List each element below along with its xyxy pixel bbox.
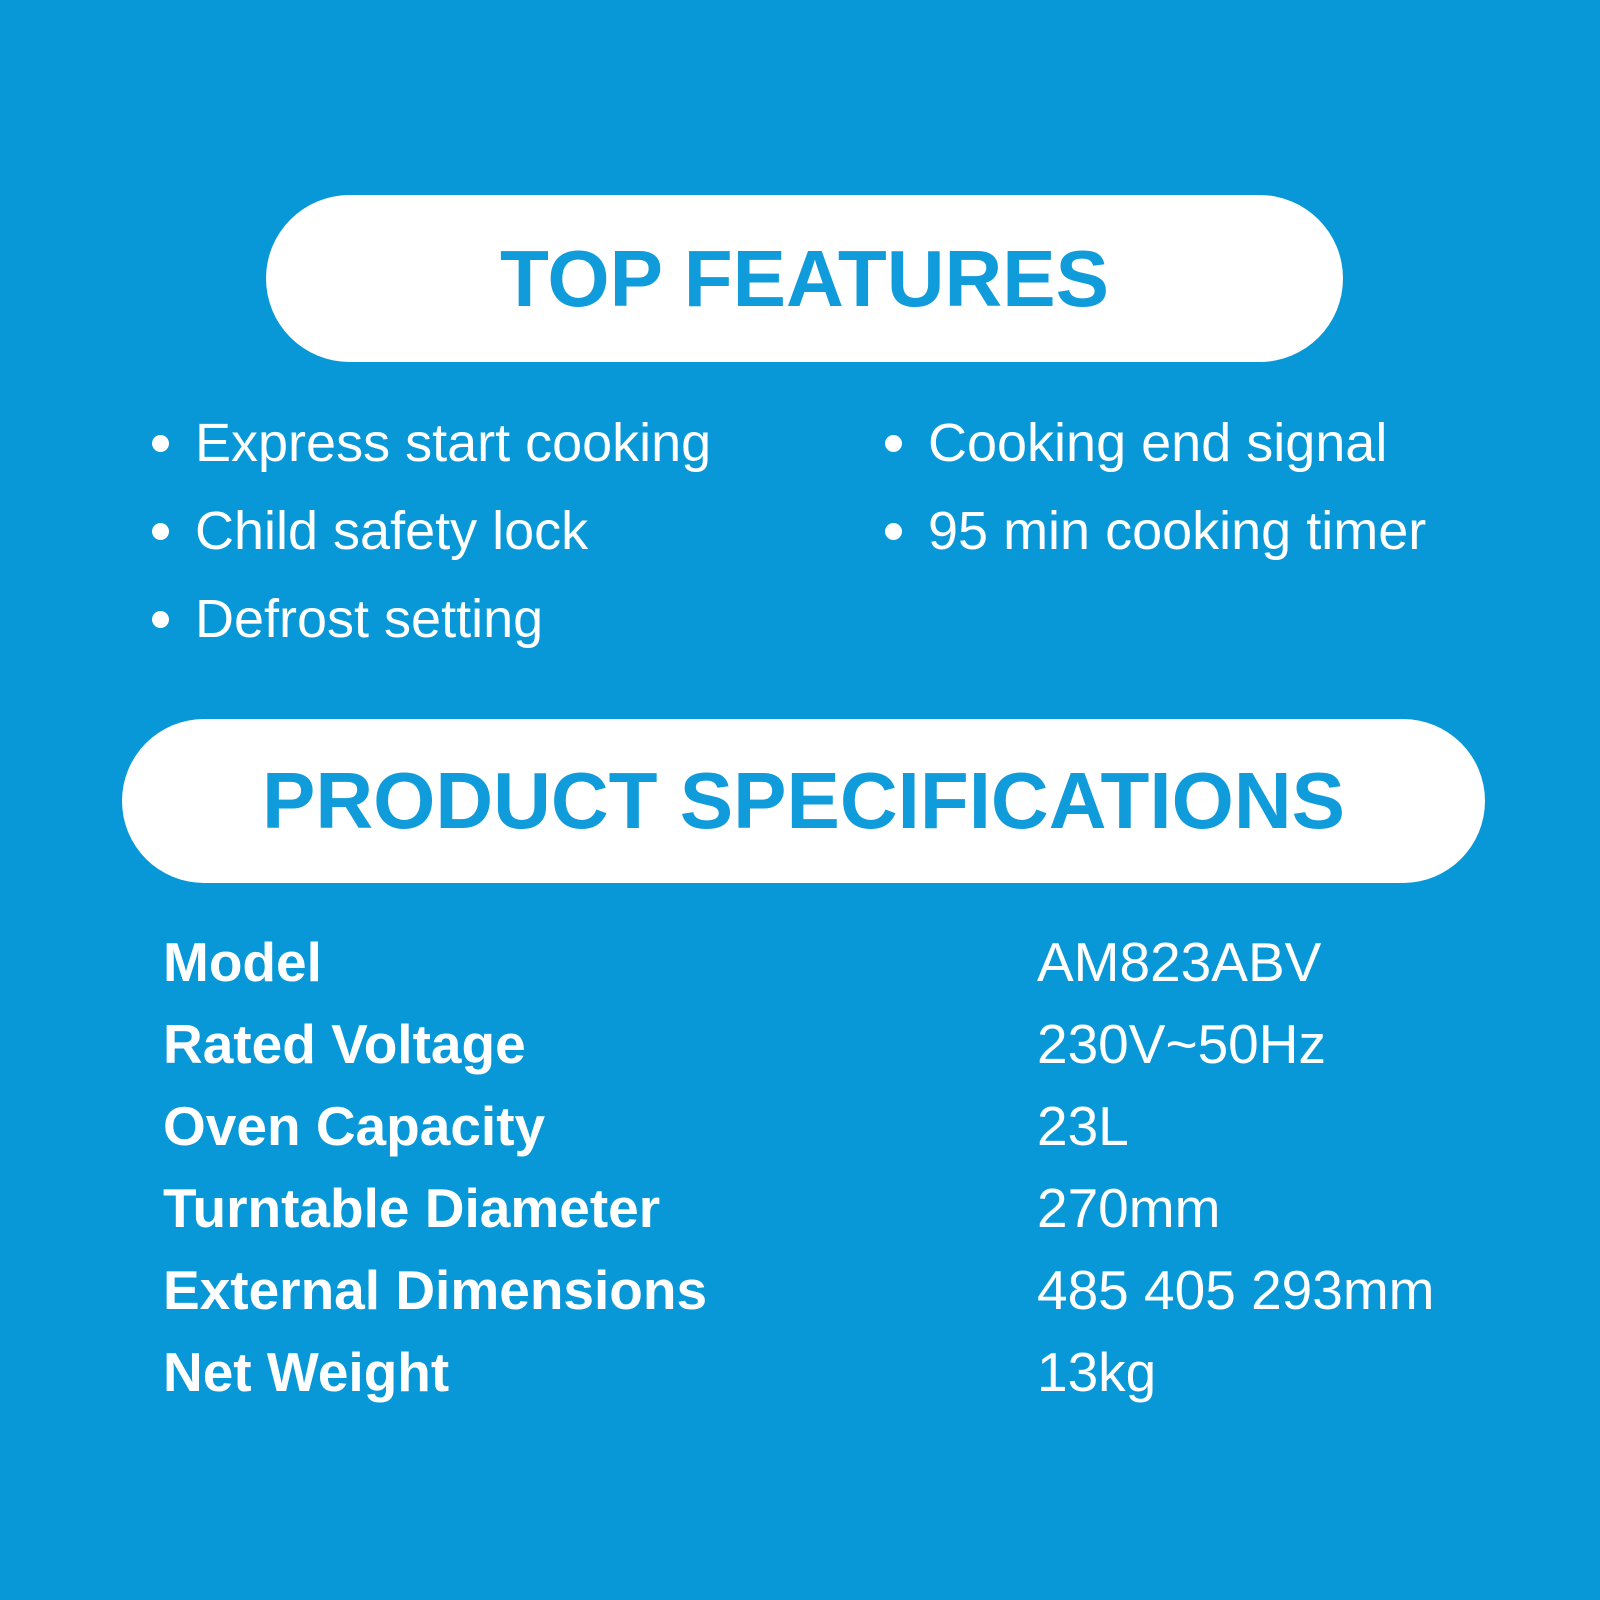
- bullet-dot-icon: [152, 435, 169, 452]
- product-specifications-title: PRODUCT SPECIFICATIONS: [261, 756, 1345, 845]
- table-row: [163, 1249, 1453, 1331]
- spec-value-turntable-diameter: 270mm: [1037, 1177, 1221, 1239]
- list-item: [152, 575, 711, 663]
- bullet-dot-icon: [152, 611, 169, 628]
- table-row: [163, 1167, 1453, 1249]
- feature-text: Child safety lock: [195, 501, 589, 561]
- spec-label-turntable-diameter: Turntable Diameter: [163, 1177, 661, 1239]
- feature-text: Cooking end signal: [928, 413, 1388, 473]
- feature-text: 95 min cooking timer: [928, 501, 1427, 561]
- top-features-header-pill: [266, 195, 1343, 362]
- table-row: [163, 1331, 1453, 1413]
- list-item: [152, 487, 711, 575]
- list-item: [152, 399, 711, 487]
- spec-value-oven-capacity: 23L: [1037, 1095, 1129, 1157]
- spec-value-net-weight: 13kg: [1037, 1341, 1157, 1403]
- features-column-right: [885, 399, 1426, 575]
- list-item: [885, 399, 1426, 487]
- bullet-dot-icon: [885, 435, 902, 452]
- spec-label-rated-voltage: Rated Voltage: [163, 1013, 526, 1075]
- spec-value-model: AM823ABV: [1037, 931, 1322, 993]
- spec-label-external-dimensions: External Dimensions: [163, 1259, 708, 1321]
- table-row: [163, 921, 1453, 1003]
- feature-text: Defrost setting: [195, 589, 544, 649]
- table-row: [163, 1085, 1453, 1167]
- spec-value-rated-voltage: 230V~50Hz: [1037, 1013, 1326, 1075]
- spec-value-external-dimensions: 485 405 293mm: [1037, 1259, 1435, 1321]
- spec-label-oven-capacity: Oven Capacity: [163, 1095, 546, 1157]
- feature-text: Express start cooking: [195, 413, 712, 473]
- spec-label-model: Model: [163, 931, 322, 993]
- specifications-table: [163, 921, 1453, 1413]
- features-column-left: [152, 399, 711, 663]
- table-row: [163, 1003, 1453, 1085]
- spec-label-net-weight: Net Weight: [163, 1341, 450, 1403]
- list-item: [885, 487, 1426, 575]
- product-specifications-header-pill: [122, 719, 1485, 883]
- top-features-title: TOP FEATURES: [500, 233, 1109, 323]
- bullet-dot-icon: [152, 523, 169, 540]
- bullet-dot-icon: [885, 523, 902, 540]
